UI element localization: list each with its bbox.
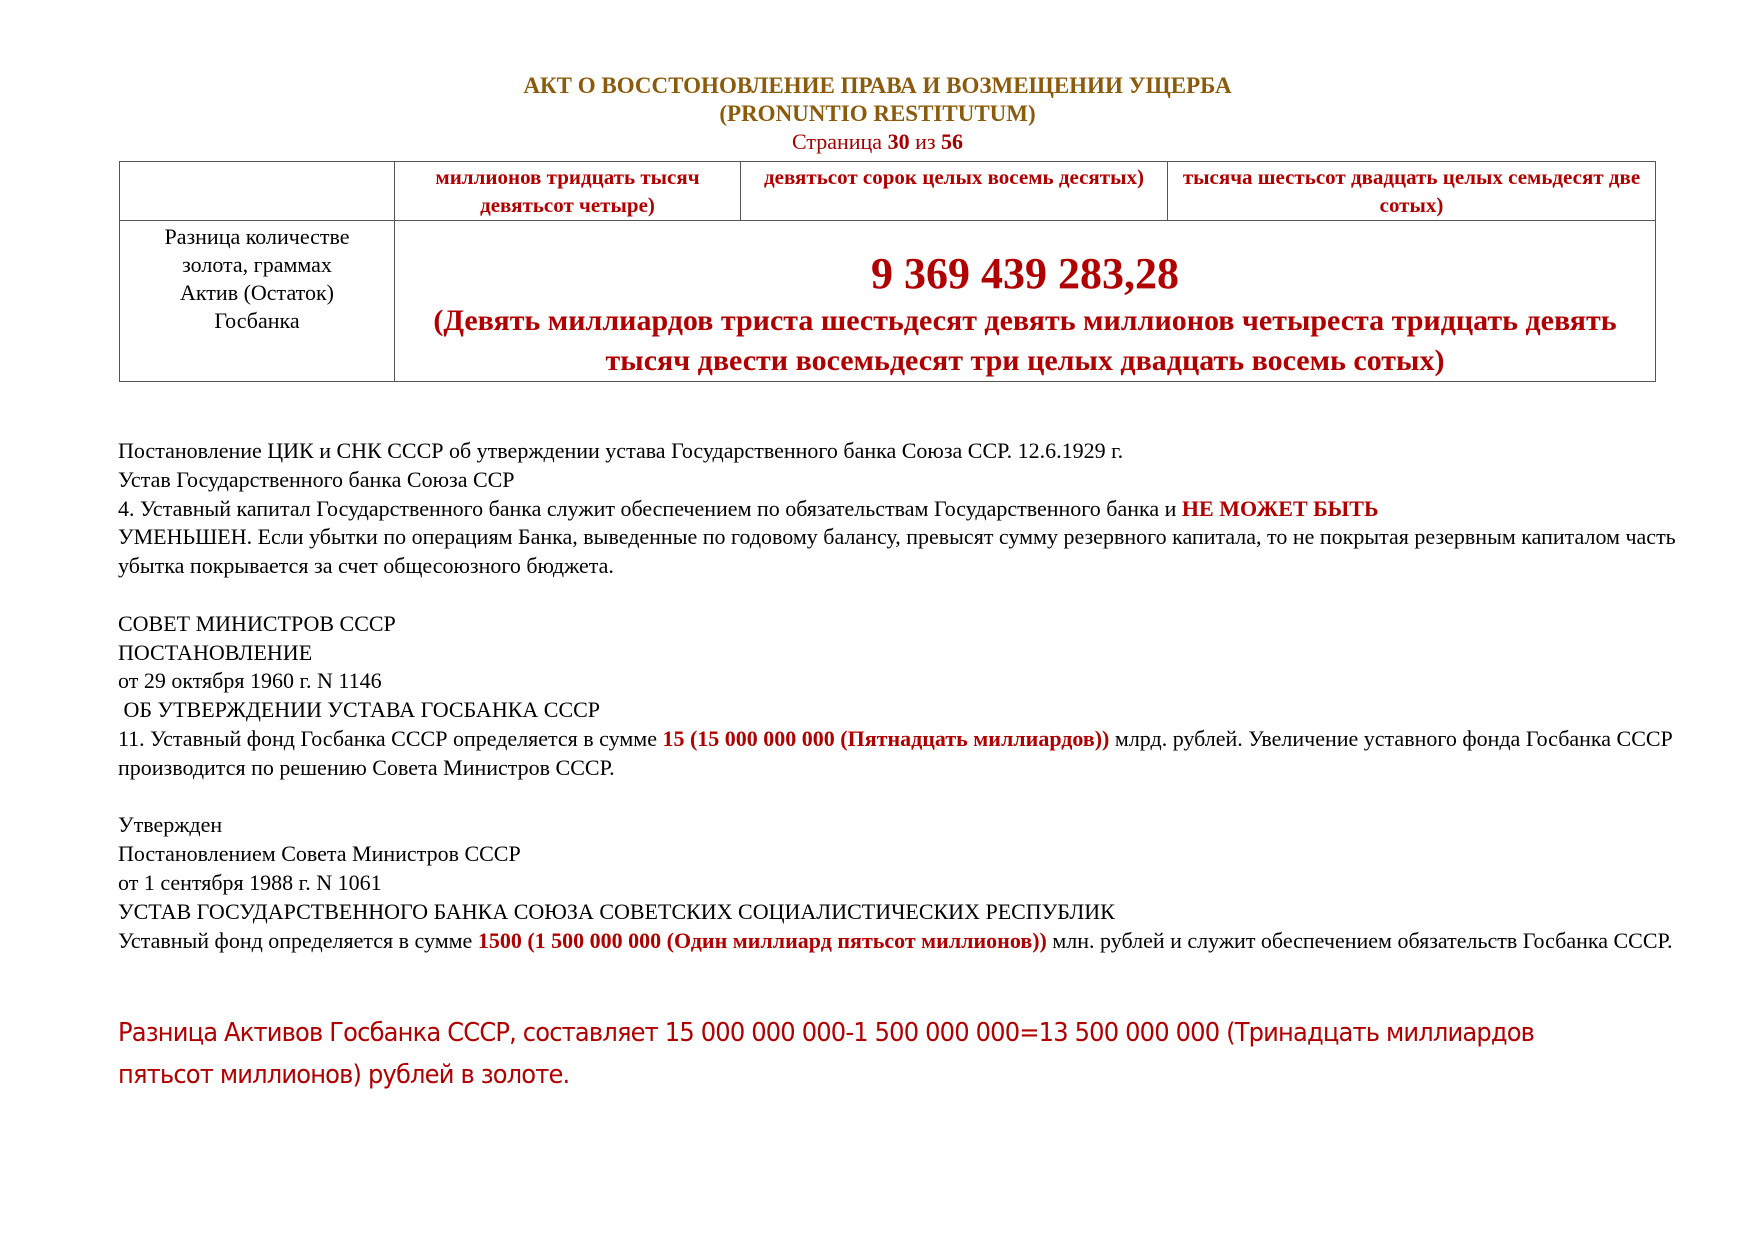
label-line: Актив (Остаток): [180, 280, 334, 305]
document-header: [0, 72, 1755, 155]
label-line: золота, граммах: [182, 252, 332, 277]
body-line: Утвержден: [118, 812, 223, 838]
highlight-text: 1500 (1 500 000 000 (Один миллиард пятьсот миллионов)): [477, 927, 1047, 953]
gold-balance-value-words: (Девять миллиардов триста шестьдесят девять миллионов четыреста тридцать девять тысяч двести восемьдесят три целых двадцать восемь сотых): [433, 304, 1617, 377]
body-line: Постановление ЦИК и СНК СССР об утверждении устава Государственного банка Союза ССР. 12.6.1929 г.: [118, 438, 1124, 463]
body-line: Постановлением Совета Министров СССР: [118, 841, 521, 867]
body-paragraph: [118, 927, 1678, 956]
highlight-text: НЕ МОЖЕТ БЫТЬ: [1181, 495, 1379, 521]
table-cell-amount-words-2: девятьсот сорок целых восемь десятых): [741, 162, 1168, 221]
label-line: Разница количестве: [164, 224, 350, 249]
gold-balance-value-cell: [395, 221, 1656, 382]
table-cell-amount-words-1: миллионов тридцать тысяч девятьсот четыре): [395, 162, 741, 221]
page-prefix: Страница: [791, 129, 883, 154]
body-line: УСТАВ ГОСУДАРСТВЕННОГО БАНКА СОЮЗА СОВЕТСКИХ СОЦИАЛИСТИЧЕСКИХ РЕСПУБЛИК: [118, 898, 1115, 924]
page-total: 56: [941, 129, 964, 154]
page-current: 30: [887, 129, 910, 154]
body-line: СОВЕТ МИНИСТРОВ СССР: [118, 610, 396, 636]
document-title-line2: (PRONUNTIO RESTITUTUM): [719, 101, 1036, 126]
body-text: 11. Уставный фонд Госбанка СССР определяется в сумме: [118, 725, 663, 751]
gold-balance-table: [119, 161, 1656, 382]
body-line: ПОСТАНОВЛЕНИЕ: [118, 639, 313, 665]
body-paragraph: [118, 725, 1678, 783]
table-cell-empty: [120, 162, 395, 221]
highlight-text: 15 (15 000 000 000 (Пятнадцать миллиардов)): [662, 725, 1110, 751]
table-cell-amount-words-3: тысяча шестьсот двадцать целых семьдесят две сотых): [1168, 162, 1656, 221]
body-text: Уставный фонд определяется в сумме: [118, 927, 478, 953]
body-line: от 1 сентября 1988 г. N 1061: [118, 869, 382, 895]
page-indicator: [0, 128, 1755, 155]
body-text: млрд. рублей. Увеличение уставного фонда Госбанка СССР производится по решению Совета Министров СССР.: [118, 725, 1673, 780]
body-paragraph: [118, 495, 1678, 581]
body-line: Устав Государственного банка Союза ССР: [118, 466, 515, 492]
document-title-line1: АКТ О ВОССТОНОВЛЕНИЕ ПРАВА И ВОЗМЕЩЕНИИ УЩЕРБА: [523, 73, 1232, 98]
gold-balance-value: 9 369 439 283,28: [871, 249, 1179, 298]
table-row: [120, 162, 1656, 221]
summary-conclusion: Разница Активов Госбанка СССР, составляет 15 000 000 000-1 500 000 000=13 500 000 000 (Тринадцать миллиардов пятьсот миллионов) рублей в золоте.: [118, 1018, 1535, 1090]
body-text: млн. рублей и служит обеспечением обязательств Госбанка СССР.: [1046, 927, 1673, 953]
body-line: ОБ УТВЕРЖДЕНИИ УСТАВА ГОСБАНКА СССР: [118, 697, 601, 723]
body-text: УМЕНЬШЕН. Если убытки по операциям Банка, выведенные по годовому балансу, превысят сумму резервного капитала, то не покрытая резервным капиталом часть убытка покрывается за счет общесоюзного бюджета.: [118, 524, 1676, 579]
page-separator: из: [915, 129, 936, 154]
body-text: 4. Уставный капитал Государственного банка служит обеспечением по обязательствам Государственного банка и: [118, 495, 1182, 521]
table-row: [120, 221, 1656, 382]
document-body: [118, 437, 1678, 955]
body-line: от 29 октября 1960 г. N 1146: [118, 668, 382, 694]
table-row-label: [120, 221, 395, 382]
label-line: Госбанка: [214, 308, 300, 333]
